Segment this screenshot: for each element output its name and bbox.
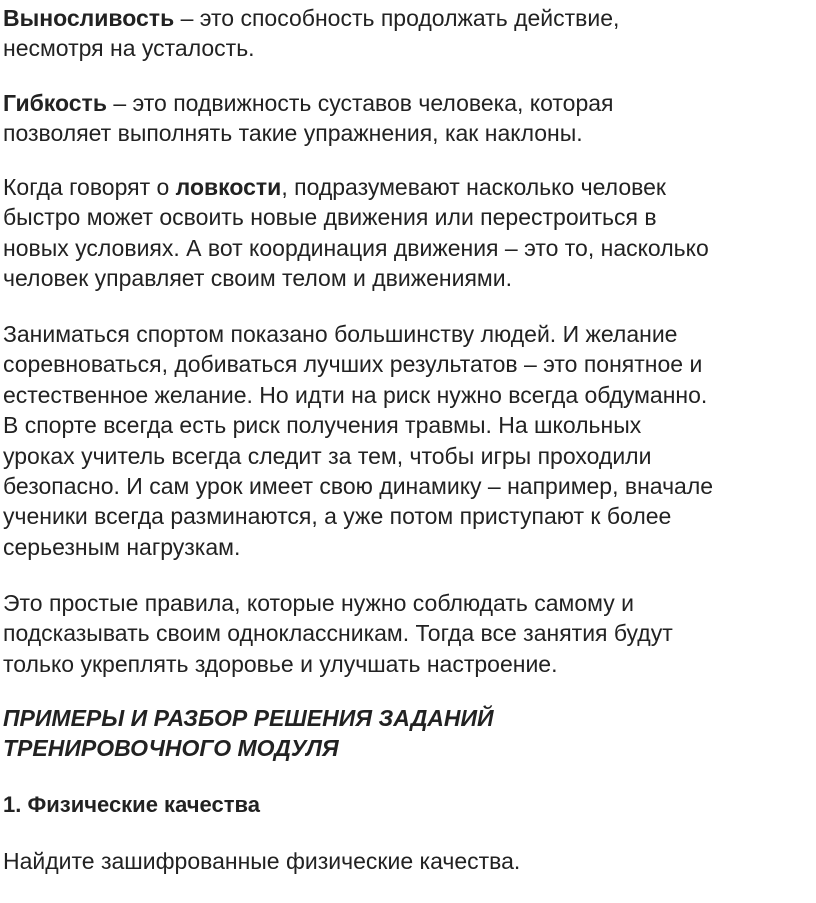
- agility-line-3: новых условиях. А вот координация движения – это то, насколько: [3, 234, 709, 261]
- section-heading: [3, 703, 494, 764]
- task-title: 1. Физические качества: [3, 792, 260, 817]
- sport-line-7: ученики всегда разминаются, а уже потом приступают к более: [3, 503, 672, 530]
- sport-line-1: Заниматься спортом показано большинству людей. И желание: [3, 321, 678, 347]
- endurance-paragraph: [3, 3, 808, 64]
- flexibility-paragraph: [3, 88, 808, 149]
- agility-line-2: быстро может освоить новые движения или перестроиться в: [3, 204, 657, 231]
- rules-line-2: подсказывать своим одноклассникам. Тогда все занятия будут: [3, 620, 673, 647]
- section-heading-line-1: ПРИМЕРЫ И РАЗБОР РЕШЕНИЯ ЗАДАНИЙ: [3, 705, 494, 731]
- rules-paragraph: [3, 588, 808, 679]
- sport-paragraph: [3, 319, 808, 562]
- agility-line-1: Когда говорят о ловкости, подразумевают насколько человек: [3, 174, 666, 200]
- agility-paragraph: [3, 172, 808, 294]
- agility-term: ловкости: [175, 174, 282, 200]
- sport-line-6: безопасно. И сам урок имеет свою динамику – например, вначале: [3, 473, 714, 500]
- rules-line-1: Это простые правила, которые нужно соблюдать самому и: [3, 590, 634, 616]
- flexibility-term: Гибкость: [3, 90, 107, 116]
- sport-line-2: соревноваться, добиваться лучших результатов – это понятное и: [3, 351, 703, 378]
- section-heading-line-2: ТРЕНИРОВОЧНОГО МОДУЛЯ: [3, 735, 339, 762]
- endurance-term: Выносливость: [3, 5, 175, 31]
- flexibility-line-1: Гибкость – это подвижность суставов человека, которая: [3, 90, 614, 116]
- flexibility-line-2: позволяет выполнять такие упражнения, как наклоны.: [3, 120, 583, 147]
- agility-line-4: человек управляет своим телом и движениями.: [3, 265, 512, 292]
- sport-line-3: естественное желание. Но идти на риск нужно всегда обдуманно.: [3, 381, 708, 408]
- sport-line-5: уроках учитель всегда следит за тем, чтобы игры проходили: [3, 442, 652, 469]
- sport-line-8: серьезным нагрузкам.: [3, 533, 241, 560]
- sport-line-4: В спорте всегда есть риск получения травмы. На школьных: [3, 412, 642, 439]
- rules-line-3: только укреплять здоровье и улучшать настроение.: [3, 650, 558, 677]
- task-text: Найдите зашифрованные физические качества.: [3, 848, 521, 874]
- endurance-line-1: Выносливость – это способность продолжать действие,: [3, 5, 620, 31]
- endurance-line-2: несмотря на усталость.: [3, 35, 255, 62]
